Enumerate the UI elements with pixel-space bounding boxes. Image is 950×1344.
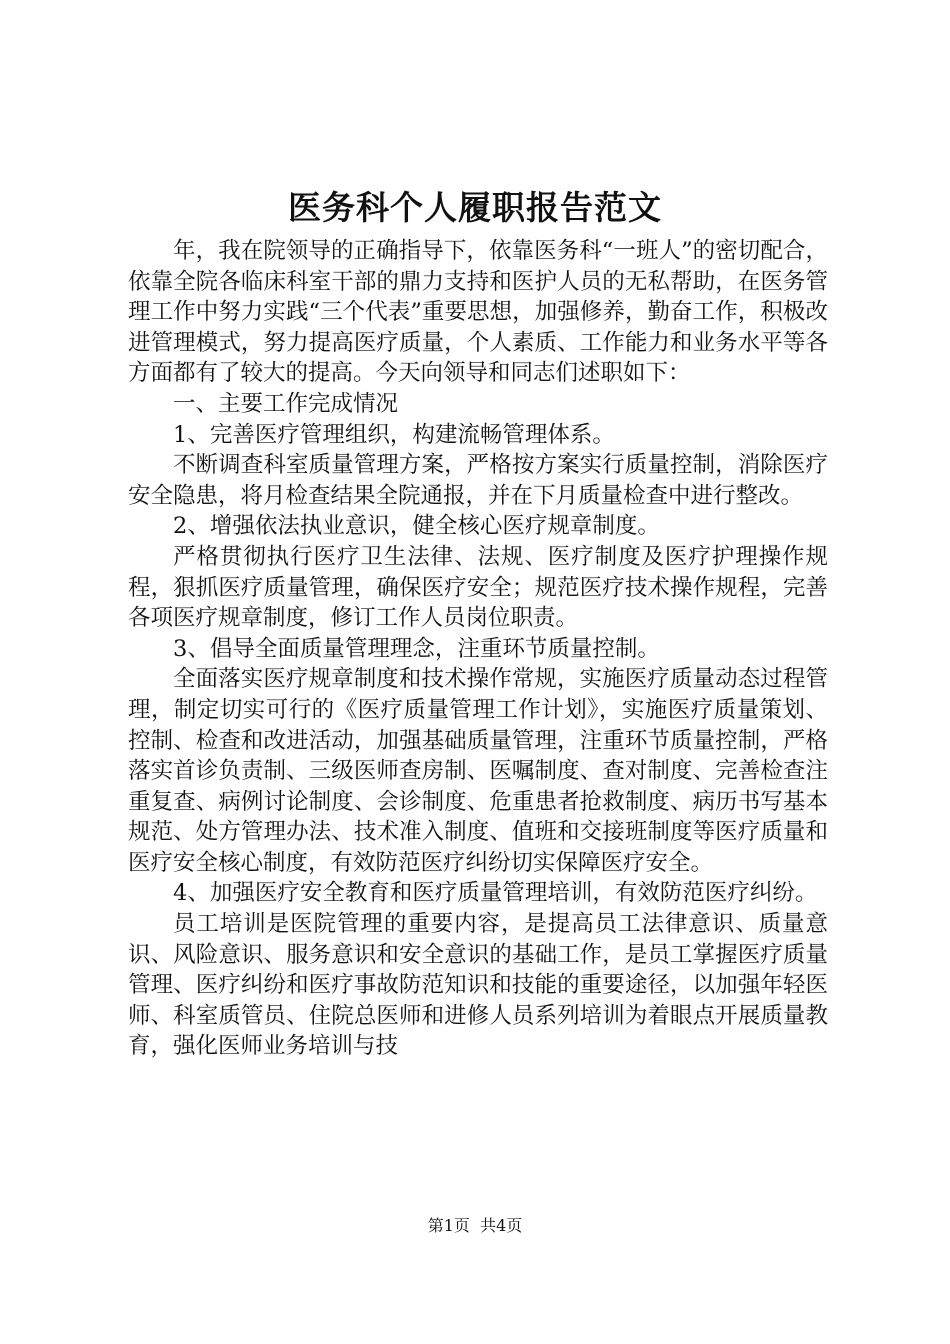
subheading-1: 1、完善医疗管理组织，构建流畅管理体系。 xyxy=(173,421,615,448)
document-title: 医务科个人履职报告范文 xyxy=(288,188,662,227)
subheading-4: 4、加强医疗安全教育和医疗质量管理培训，有效防范医疗纠纷。 xyxy=(173,880,818,907)
page-footer xyxy=(0,1216,950,1236)
paragraph-3: 全面落实医疗规章制度和技术操作常规，实施医疗质量动态过程管理，制定切实可行的《医疗质量管理工作计划》，实施医疗质量策划、控制、检查和改进活动，加强基础质量管理，注重环节质量控制，严格落实首诊负责制、三级医师查房制、医嘱制度、查对制度、完善检查注重复查、病例讨论制度、会诊制度、危重患者抢救制度、病历书写基本规范、处方管理办法、技术准入制度、值班和交接班制度等医疗质量和医疗安全核心制度，有效防范医疗纠纷切实保障医疗安全。 xyxy=(128,666,828,876)
subheading-2: 2、增强依法执业意识，健全核心医疗规章制度。 xyxy=(173,513,660,540)
paragraph-2: 严格贯彻执行医疗卫生法律、法规、医疗制度及医疗护理操作规程，狠抓医疗质量管理，确保医疗安全；规范医疗技术操作规程，完善各项医疗规章制度，修订工作人员岗位职责。 xyxy=(128,543,828,632)
subheading-3: 3、倡导全面质量管理理念，注重环节质量控制。 xyxy=(173,635,660,662)
page-number-label: 第1页 共4页 xyxy=(427,1216,523,1235)
paragraph-intro: 年，我在院领导的正确指导下，依靠医务科“一班人”的密切配合，依靠全院各临床科室干部的鼎力支持和医护人员的无私帮助，在医务管理工作中努力实践“三个代表”重要思想，加强修养，勤奋工作，积极改进管理模式，努力提高医疗质量，个人素质、工作能力和业务水平等各方面都有了较大的提高。今天向领导和同志们述职如下： xyxy=(128,238,828,387)
document-body xyxy=(128,236,828,1062)
paragraph-1: 不断调查科室质量管理方案，严格按方案实行质量控制，消除医疗安全隐患，将月检查结果全院通报，并在下月质量检查中进行整改。 xyxy=(128,452,828,509)
section-heading-main-work: 一、主要工作完成情况 xyxy=(173,390,399,417)
paragraph-4: 员工培训是医院管理的重要内容，是提高员工法律意识、质量意识、风险意识、服务意识和安全意识的基础工作，是员工掌握医疗质量管理、医疗纠纷和医疗事故防范知识和技能的重要途径，以加强年轻医师、科室质管员、住院总医师和进修人员系列培训为着眼点开展质量教育，强化医师业务培训与技 xyxy=(128,911,828,1060)
